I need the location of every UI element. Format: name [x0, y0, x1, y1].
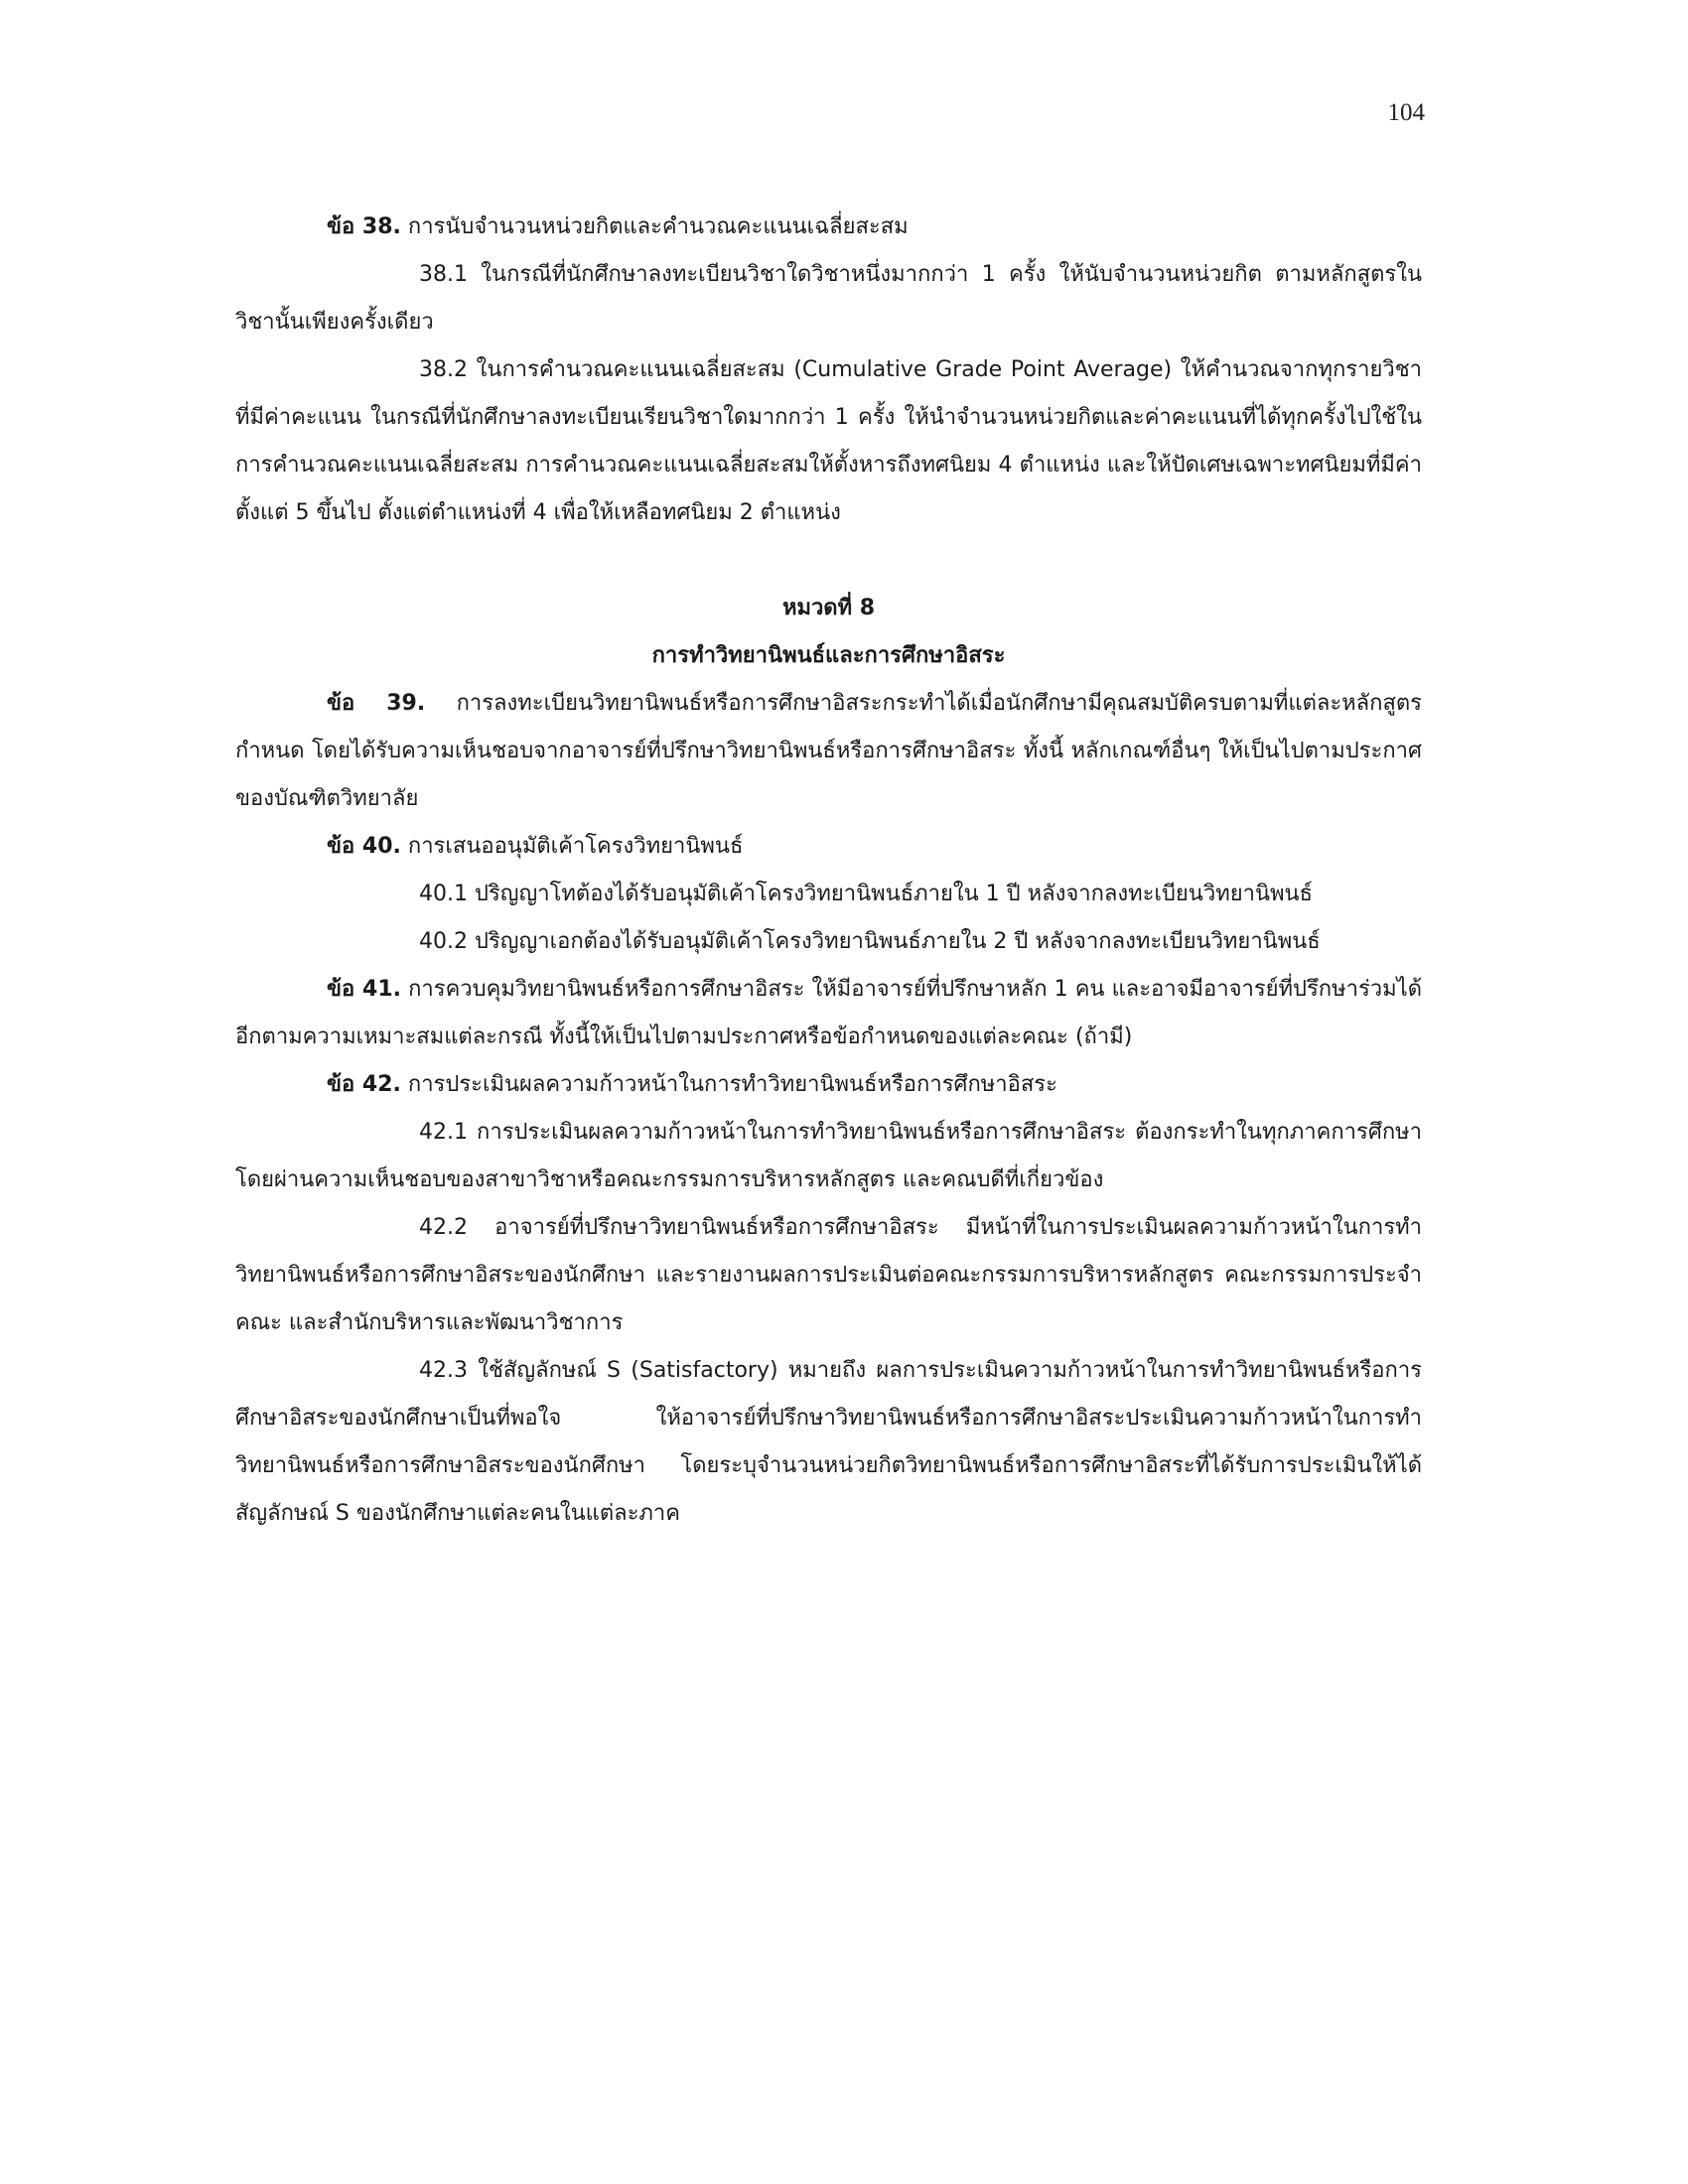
document-body — [235, 204, 1422, 1538]
section-42-heading — [235, 1061, 1422, 1109]
section-38-title: การนับจำนวนหน่วยกิตและคำนวณคะแนนเฉลี่ยสะสม — [400, 214, 909, 239]
section-38-label: ข้อ 38. — [327, 214, 401, 239]
section-41 — [235, 966, 1422, 1061]
section-40-label: ข้อ 40. — [327, 834, 401, 859]
section-42-title: การประเมินผลความก้าวหน้าในการทำวิทยานิพนธ์หรือการศึกษาอิสระ — [400, 1072, 1057, 1097]
chapter-title: การทำวิทยานิพนธ์และการศึกษาอิสระ — [651, 643, 1006, 668]
chapter-number: หมวดที่ 8 — [781, 596, 876, 620]
section-40-1: 40.1 ปริญญาโทต้องได้รับอนุมัติเค้าโครงวิทยานิพนธ์ภายใน 1 ปี หลังจากลงทะเบียนวิทยานิพนธ์ — [419, 882, 1313, 906]
section-40-title: การเสนออนุมัติเค้าโครงวิทยานิพนธ์ — [400, 834, 744, 859]
section-41-text: การควบคุมวิทยานิพนธ์หรือการศึกษาอิสระ ให้มีอาจารย์ที่ปรึกษาหลัก 1 คน และอาจมีอาจารย์ที่ปรึกษาร่วมได้อีกตามความเหมาะสมแต่ละกรณี ทั้งนี้ให้เป็นไปตามประกาศหรือข้อกำหนดของแต่ละคณะ (ถ้ามี) — [235, 977, 1423, 1049]
section-40-2: 40.2 ปริญญาเอกต้องได้รับอนุมัติเค้าโครงวิทยานิพนธ์ภายใน 2 ปี หลังจากลงทะเบียนวิทยานิพนธ์ — [419, 929, 1321, 954]
section-40-heading — [235, 823, 1422, 871]
section-38-2: 38.2 ในการคำนวณคะแนนเฉลี่ยสะสม (Cumulative Grade Point Average) ให้คำนวณจากทุกรายวิชาที่มีค่าคะแนน ในกรณีที่นักศึกษาลงทะเบียนเรียนวิชาใดมากกว่า 1 ครั้ง ให้นำจำนวนหน่วยกิตและค่าคะแนนที่ได้ทุกครั้งไปใช้ในการคำนวณคะแนนเฉลี่ยสะสม การคำนวณคะแนนเฉลี่ยสะสมให้ตั้งหารถึงทศนิยม 4 ตำแหน่ง และให้ปัดเศษเฉพาะทศนิยมที่มีค่าตั้งแต่ 5 ขึ้นไป ตั้งแต่ตำแหน่งที่ 4 เพื่อให้เหลือทศนิยม 2 ตำแหน่ง — [235, 357, 1422, 525]
section-42-label: ข้อ 42. — [327, 1072, 401, 1097]
page-number: 104 — [1387, 99, 1425, 126]
section-42-2: 42.2 อาจารย์ที่ปรึกษาวิทยานิพนธ์หรือการศึกษาอิสระ มีหน้าที่ในการประเมินผลความก้าวหน้าในการทำวิทยานิพนธ์หรือการศึกษาอิสระของนักศึกษา และรายงานผลการประเมินต่อคณะกรรมการบริหารหลักสูตร คณะกรรมการประจำคณะ และสำนักบริหารและพัฒนาวิชาการ — [235, 1215, 1422, 1335]
section-39 — [235, 680, 1422, 823]
section-41-label: ข้อ 41. — [327, 977, 401, 1002]
section-38-heading — [235, 204, 1422, 251]
section-42-3: 42.3 ใช้สัญลักษณ์ S (Satisfactory) หมายถึง ผลการประเมินความก้าวหน้าในการทำวิทยานิพนธ์หรือการศึกษาอิสระของนักศึกษาเป็นที่พอใจ ให้อาจารย์ที่ปรึกษาวิทยานิพนธ์หรือการศึกษาอิสระประเมินความก้าวหน้าในการทำวิทยานิพนธ์หรือการศึกษาอิสระของนักศึกษา โดยระบุจำนวนหน่วยกิตวิทยานิพนธ์หรือการศึกษาอิสระที่ได้รับการประเมินให้ได้สัญลักษณ์ S ของนักศึกษาแต่ละคนในแต่ละภาค — [235, 1358, 1422, 1526]
section-38-1: 38.1 ในกรณีที่นักศึกษาลงทะเบียนวิชาใดวิชาหนึ่งมากกว่า 1 ครั้ง ให้นับจำนวนหน่วยกิต ตามหลักสูตรในวิชานั้นเพียงครั้งเดียว — [235, 262, 1422, 335]
section-39-label: ข้อ 39. — [327, 691, 426, 716]
section-42-1: 42.1 การประเมินผลความก้าวหน้าในการทำวิทยานิพนธ์หรือการศึกษาอิสระ ต้องกระทำในทุกภาคการศึกษา โดยผ่านความเห็นชอบของสาขาวิชาหรือคณะกรรมการบริหารหลักสูตร และคณบดีที่เกี่ยวข้อง — [235, 1120, 1422, 1192]
section-39-text: การลงทะเบียนวิทยานิพนธ์หรือการศึกษาอิสระกระทำได้เมื่อนักศึกษามีคุณสมบัติครบตามที่แต่ละหลักสูตรกำหนด โดยได้รับความเห็นชอบจากอาจารย์ที่ปรึกษาวิทยานิพนธ์หรือการศึกษาอิสระ ทั้งนี้ หลักเกณฑ์อื่นๆ ให้เป็นไปตามประกาศของบัณฑิตวิทยาลัย — [235, 691, 1422, 811]
